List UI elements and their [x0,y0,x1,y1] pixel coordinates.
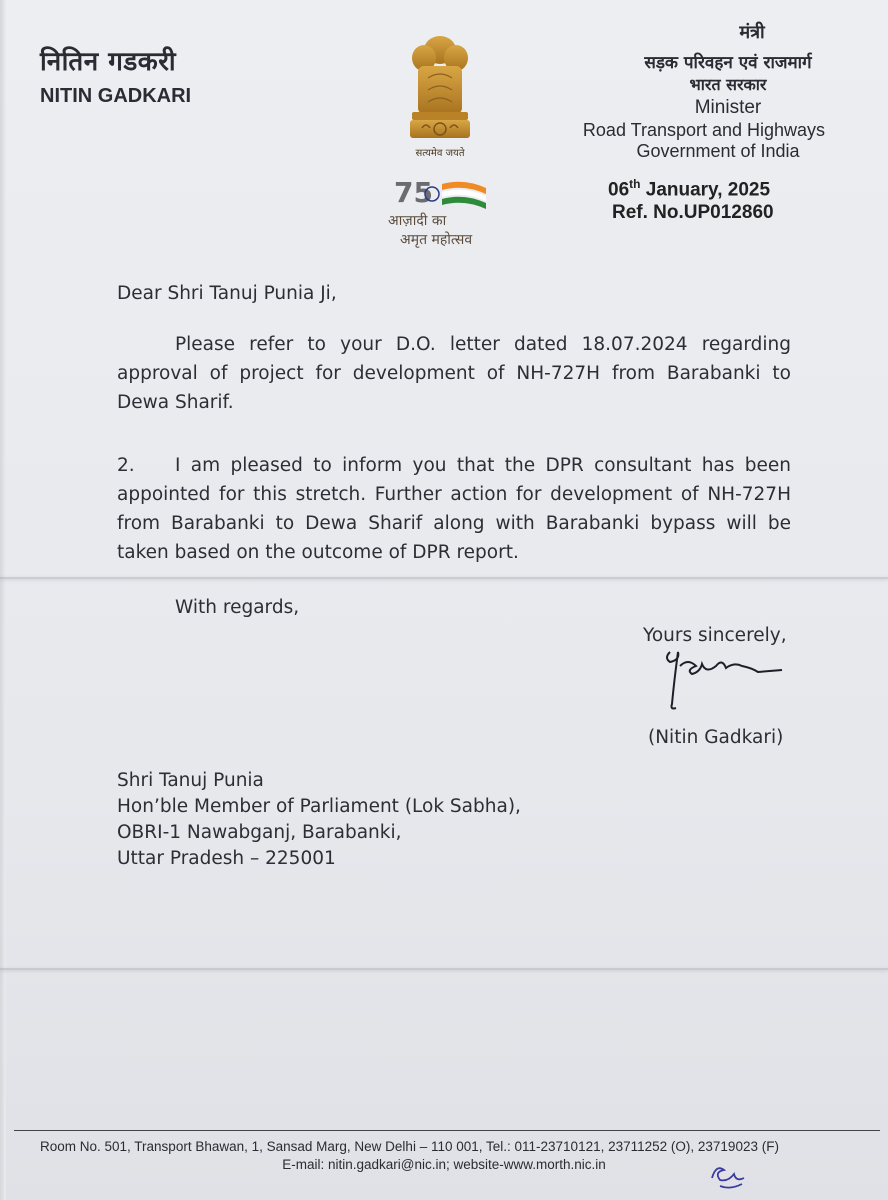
government-hindi: भारत सरकार [689,75,767,94]
footer-contact: E-mail: nitin.gadkari@nic.in; website-www.morth.nic.in [282,1157,606,1172]
reference-number: Ref. No.UP012860 [612,202,774,223]
footer-divider [14,1130,880,1131]
footer-office-address: Room No. 501, Transport Bhawan, 1, Sansad Marg, New Delhi – 110 001, Tel.: 011-23710121, 23711252 (O), 23719023 (F) [40,1139,779,1154]
regards-line: With regards, [175,597,300,618]
azadi-tagline-line2: अमृत महोत्सव [400,232,473,248]
sender-name-english: NITIN GADKARI [40,85,192,107]
paper-fold-line [0,577,888,579]
designation-english: Minister [694,97,762,118]
designation-hindi: मंत्री [739,22,765,43]
paragraph-2: 2. I am pleased to inform you that the DPR consultant has been appointed for this stretch. Further action for development of NH-727H from Barabanki to Dewa Sharif along with Barabanki bypass will be taken based on the outcome of DPR report. [117,451,791,567]
recipient-state-pin: Uttar Pradesh – 225001 [117,848,336,869]
signature [650,644,810,714]
azadi-logo-number: 75 [394,176,433,209]
ministry-english: Road Transport and Highways [582,120,826,140]
paragraph-number: 2. [117,455,135,476]
recipient-address-line: OBRI-1 Nawabganj, Barabanki, [117,822,402,843]
signatory-name: (Nitin Gadkari) [648,727,784,748]
sender-name-hindi: नितिन गडकरी [40,47,177,77]
government-english: Government of India [636,141,800,161]
handwritten-initial [700,1152,760,1192]
azadi-tagline-line1: आज़ादी का [388,213,447,229]
paper-left-edge [0,0,6,1200]
paper-fold-line [0,968,888,970]
ministry-hindi: सड़क परिवहन एवं राजमार्ग [644,53,812,73]
recipient-name: Shri Tanuj Punia [117,770,264,791]
closing-line: Yours sincerely, [643,625,787,646]
emblem-motto: सत्यमेव जयते [415,148,465,159]
salutation: Dear Shri Tanuj Punia Ji, [117,283,337,304]
recipient-address [117,768,521,872]
letter-date: 06th January, 2025 [608,177,771,201]
paragraph-1: Please refer to your D.O. letter dated 18.07.2024 regarding approval of project for development of NH-727H from Barabanki to Dewa Sharif. [117,334,791,413]
recipient-designation: Hon’ble Member of Parliament (Lok Sabha), [117,796,521,817]
